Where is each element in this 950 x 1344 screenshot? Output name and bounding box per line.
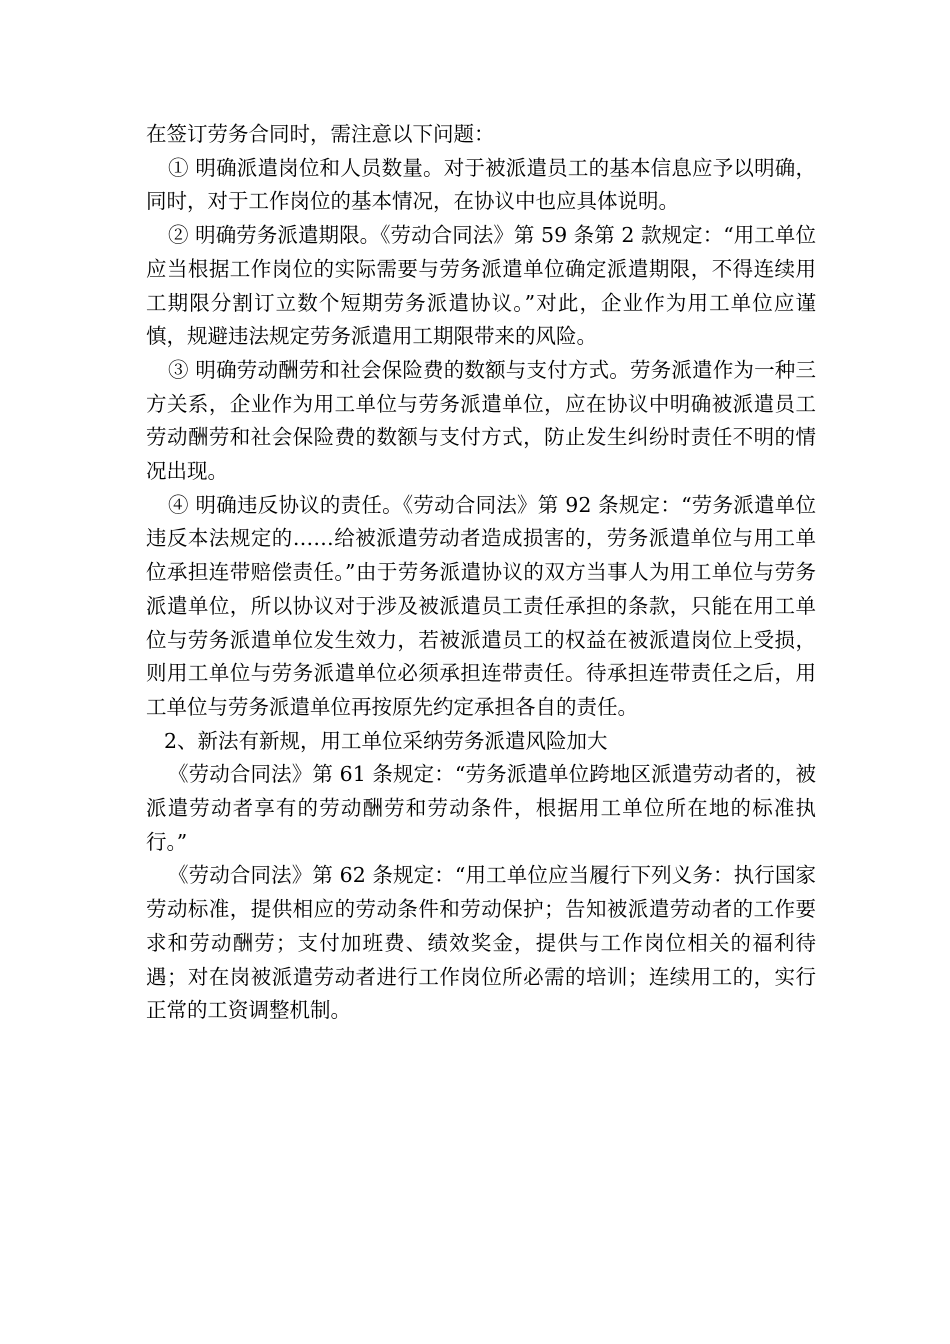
article-62-paragraph: 《劳动合同法》第 62 条规定：“用工单位应当履行下列义务：执行国家劳动标准，提供相应的劳动条件和劳动保护；告知被派遣劳动者的工作要求和劳动酬劳；支付加班费、绩效奖金，提供与工作岗位相关的福利待遇；对在岗被派遣劳动者进行工作岗位所必需的培训；连续用工的，实行正常的工资调整机制。 bbox=[146, 863, 816, 1023]
intro-paragraph: 在签订劳务合同时，需注意以下问题： bbox=[146, 122, 495, 146]
item-2-paragraph: ② 明确劳务派遣期限。《劳动合同法》第 59 条第 2 款规定：“用工单位应当根据工作岗位的实际需要与劳务派遣单位确定派遣期限，不得连续用工期限分割订立数个短期劳务派遣协议。”对此，企业作为用工单位应谨慎，规避违法规定劳务派遣用工期限带来的风险。 bbox=[146, 223, 816, 349]
article-61-paragraph: 《劳动合同法》第 61 条规定：“劳务派遣单位跨地区派遣劳动者的，被派遣劳动者享有的劳动酬劳和劳动条件，根据用工单位所在地的标准执行。” bbox=[146, 762, 816, 854]
document-body bbox=[146, 118, 816, 1028]
item-1-paragraph: ① 明确派遣岗位和人员数量。对于被派遣员工的基本信息应予以明确，同时，对于工作岗位的基本情况，在协议中也应具体说明。 bbox=[146, 155, 816, 214]
section-2-heading: 2、新法有新规，用工单位采纳劳务派遣风险加大 bbox=[164, 728, 608, 753]
item-4-paragraph: ④ 明确违反协议的责任。《劳动合同法》第 92 条规定：“劳务派遣单位违反本法规定的……给被派遣劳动者造成损害的，劳务派遣单位与用工单位承担连带赔偿责任。”由于劳务派遣协议的双方当事人为用工单位与劳务派遣单位，所以协议对于涉及被派遣员工责任承担的条款，只能在用工单位与劳务派遣单位发生效力，若被派遣员工的权益在被派遣岗位上受损，则用工单位与劳务派遣单位必须承担连带责任。待承担连带责任之后，用工单位与劳务派遣单位再按原先约定承担各自的责任。 bbox=[146, 492, 816, 719]
item-3-paragraph: ③ 明确劳动酬劳和社会保险费的数额与支付方式。劳务派遣作为一种三方关系，企业作为用工单位与劳务派遣单位，应在协议中明确被派遣员工劳动酬劳和社会保险费的数额与支付方式，防止发生纠纷时责任不明的情况出现。 bbox=[146, 357, 816, 484]
